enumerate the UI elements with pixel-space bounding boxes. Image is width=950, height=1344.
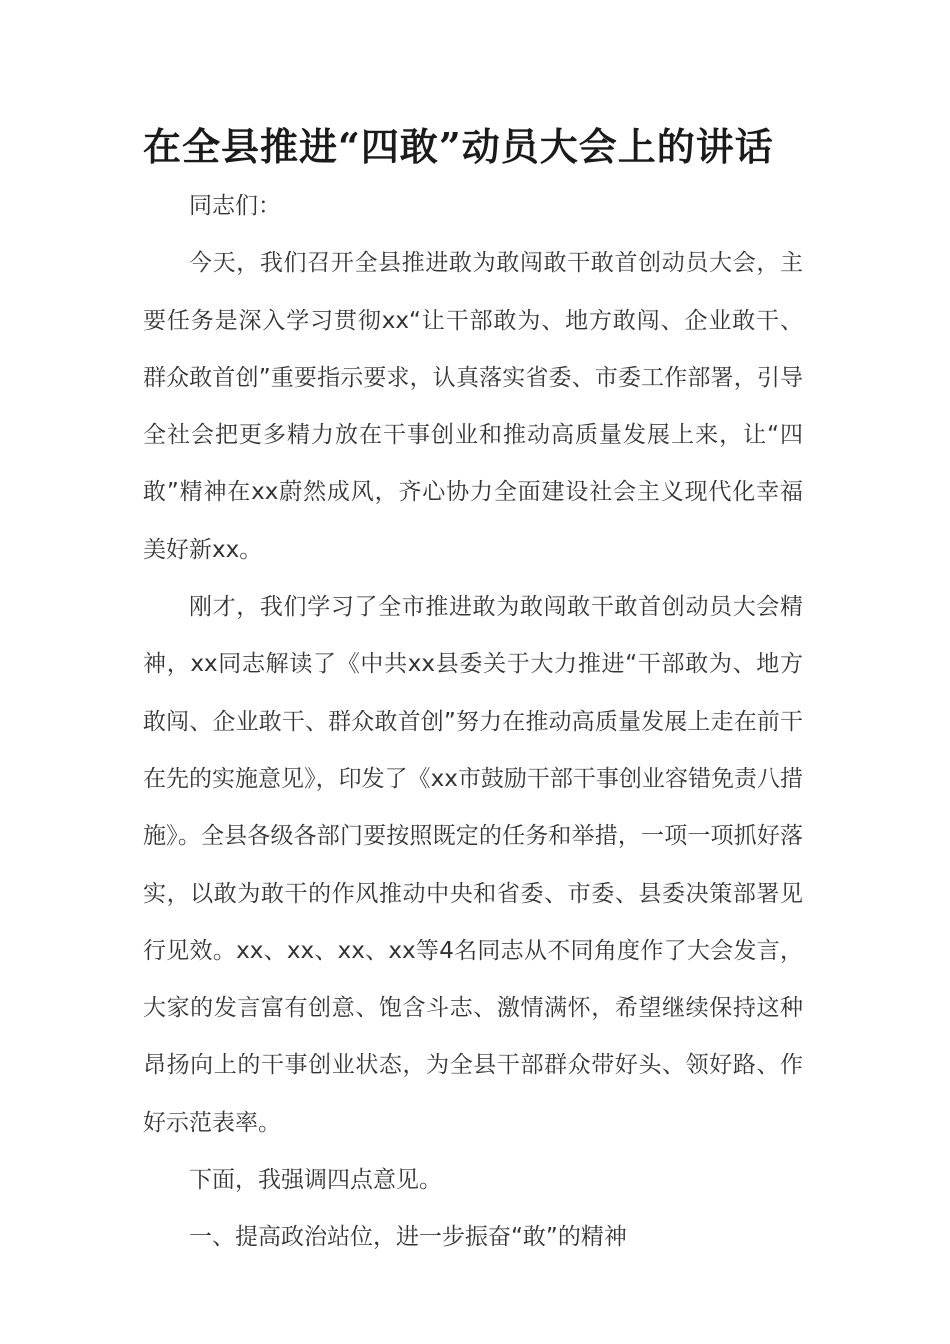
paragraph-opening: 今天，我们召开全县推进敢为敢闯敢干敢首创动员大会，主要任务是深入学习贯彻xx“让干部敢为、地方敢闯、企业敢干、群众敢首创”重要指示要求，认真落实省委、市委工作部署，引导全社会把更多精力放在干事创业和推动高质量发展上来，让“四敢”精神在xx蔚然成风，齐心协力全面建设社会主义现代化幸福美好新xx。 [143,250,803,563]
document-title: 在全县推进“四敢”动员大会上的讲话 [143,124,774,169]
paragraph-transition: 下面，我强调四点意见。 [189,1167,442,1194]
document-body [143,178,803,1267]
salutation: 同志们： [189,193,281,219]
section-heading-1: 一、提高政治站位，进一步振奋“敢”的精神 [189,1224,627,1251]
paragraph-review: 刚才，我们学习了全市推进敢为敢闯敢干敢首创动员大会精神，xx同志解读了《中共xx县委关于大力推进“干部敢为、地方敢闯、企业敢干、群众敢首创”努力在推动高质量发展上走在前干在先的实施意见》，印发了《xx市鼓励干部干事创业容错免责八措施》。全县各级各部门要按照既定的任务和举措，一项一项抓好落实，以敢为敢干的作风推动中央和省委、市委、县委决策部署见行见效。xx、xx、xx、xx等4名同志从不同角度作了大会发言，大家的发言富有创意、饱含斗志、激情满怀，希望继续保持这种昂扬向上的干事创业状态，为全县干部群众带好头、领好路、作好示范表率。 [143,594,803,1136]
